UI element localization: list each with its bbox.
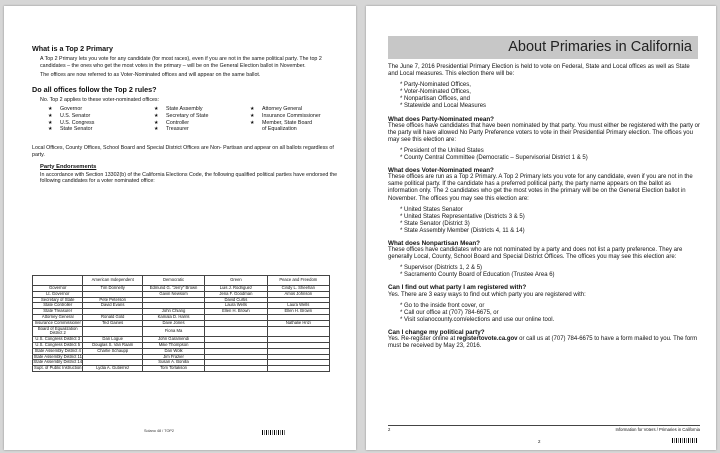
footer-page-number: 2 — [388, 427, 391, 432]
nonpartisan-heading: What does Nonpartisan Mean? — [388, 239, 481, 247]
party-endorsements-table — [32, 275, 330, 372]
office-cell: Board of Equalization District 2 — [33, 326, 83, 337]
list-item: * Voter-Nominated Offices, — [400, 89, 471, 96]
star-icon: ★ — [48, 106, 53, 113]
list-item: * Sacramento County Board of Education (Trustee Area 6) — [400, 272, 555, 279]
candidate-cell — [267, 326, 329, 337]
candidate-cell — [205, 326, 267, 337]
candidate-cell: David Evans — [83, 303, 142, 309]
list-item: ★ Treasurer — [154, 126, 189, 133]
candidate-cell: Douglas S. Van Raam — [83, 342, 142, 348]
list-item: * Go to the inside front cover, or — [400, 302, 485, 309]
star-icon: ★ — [250, 112, 255, 119]
change-party-paragraph: Yes. Re-register online at registertovote.ca.gov or call us at (707) 784-6675 to have a form mailed to you. The form must be received by May 23, 2016. — [388, 336, 698, 350]
party-nominated-heading: What does Party-Nominated mean? — [388, 115, 495, 123]
candidate-cell — [267, 366, 329, 372]
left-page — [4, 6, 356, 450]
list-item: ★ State Assembly — [154, 106, 203, 113]
page-number: 2 — [538, 439, 541, 444]
candidate-cell: Mike Thompson — [142, 342, 204, 348]
party-endorsements-body — [33, 286, 330, 372]
list-item: ★ Controller — [154, 119, 189, 126]
office-cell: State Assembly District 11 — [33, 353, 82, 359]
list-item: ★ Member, State Board — [250, 119, 313, 126]
list-item: ★ Governor — [48, 106, 83, 113]
office-cell: State Treasurer — [33, 309, 83, 315]
do-all-heading: Do all offices follow the Top 2 rules? — [32, 84, 157, 94]
voter-nominated-paragraph: These offices are run as a Top 2 Primary. A Top 2 Primary lets you vote for any candidate, even if you are not in the same political party. If the candidate has a preferred political party, the party name appears on the ballot as information only. The 2 candidates who get the most votes in the primary will be on the General Election ballot in November. The offices you may see this election are: — [388, 174, 693, 202]
register-link[interactable]: registertovote.ca.gov — [456, 336, 518, 342]
candidate-cell: Edmund G. "Jerry" Brown — [142, 286, 204, 292]
star-icon: ★ — [154, 126, 159, 133]
candidate-cell: Tim Donnelly — [83, 286, 142, 292]
nonpartisan-list — [400, 265, 700, 279]
candidate-cell: Ted Gaines — [83, 320, 142, 326]
candidate-cell: Luis J. Rodriguez — [205, 286, 267, 292]
intro-paragraph: The June 7, 2016 Presidential Primary Election is held to vote on Federal, State and Local offices as well as State and Local measures. This election there will be: — [388, 64, 690, 78]
left-page-content — [32, 44, 338, 188]
list-item: ★ Insurance Commissioner — [250, 112, 321, 119]
office-cell: Supt. of Public Instruction — [34, 365, 82, 371]
candidate-cell: Ronald Gold — [83, 314, 142, 320]
candidate-cell: Nathalie Hrizi — [267, 320, 329, 326]
voter-nominated-offices-list — [40, 106, 338, 140]
list-item: ★ U.S. Senator — [48, 112, 91, 119]
candidate-cell: David Curtis — [205, 297, 267, 303]
column-header: American Independent — [83, 276, 142, 286]
list-item: * State Assembly Member (Districts 4, 11 & 14) — [400, 227, 525, 234]
table-row — [33, 366, 330, 372]
list-item: * State Senator (District 3) — [400, 220, 470, 227]
list-item: ★ Secretary of State — [154, 112, 209, 119]
office-cell: U.S. Congress District 3 — [33, 337, 83, 343]
registered-paragraph: Yes. There are 3 easy ways to find out which party you are registered with: — [388, 291, 586, 298]
top2-paragraph-1: A Top 2 Primary lets you vote for any candidate (for most races), even if you are not in the same political party. The top 2 candidates – the ones who get the most votes in the primary – will be on the General Election ballot in November. — [40, 56, 322, 69]
list-item: * Call our office at (707) 784-6675, or — [400, 309, 499, 316]
office-cell: Insurance Commissioner — [33, 320, 83, 326]
star-icon: ★ — [250, 119, 255, 126]
list-item: * Party-Nominated Offices, — [400, 82, 471, 89]
party-nominated-list — [400, 148, 700, 162]
column-header: Green — [205, 276, 267, 286]
left-page-footer: Solano 48 / TOP2 — [144, 429, 175, 433]
list-item: * United States Representative (Districts 3 & 5) — [400, 213, 525, 220]
star-icon: ★ — [48, 119, 53, 126]
candidate-cell: Jena F. Goodman — [205, 291, 267, 297]
barcode — [672, 438, 698, 443]
top2-paragraph-2: The offices are now referred to as Voter-Nominated offices and will appear on the same ballot. — [40, 72, 261, 79]
candidate-cell: Fiona Ma — [142, 326, 204, 337]
candidate-cell: Ellen H. Brown — [267, 309, 329, 315]
office-cell: State Assembly District 4 — [33, 348, 83, 354]
intro-list — [400, 82, 700, 110]
column-header: Peace and Freedom — [267, 276, 329, 286]
list-item: ★ State Senator — [48, 126, 93, 133]
list-item: ★ Attorney General — [250, 106, 303, 113]
list-item: * President of the United States — [400, 147, 484, 154]
registered-list — [400, 303, 700, 324]
party-endorsements-heading: Party Endorsements — [40, 163, 97, 170]
candidate-cell: John Chiang — [142, 309, 204, 315]
nonpartisan-paragraph: These offices have candidates who are not nominated by a party and does not list a party preference. They are generally Local, County, School Board and Special District Offices. The offices you may see this election are: — [388, 247, 683, 261]
table-row — [33, 326, 330, 337]
do-all-paragraph: No. Top 2 applies to these voter-nominated offices: — [40, 96, 160, 103]
party-endorsements-intro: In accordance with Section 13302(b) of the California Elections Code, the following qualified political parties have endorsed the following candidates for a voter nominated office: — [40, 171, 338, 185]
list-item: * Statewide and Local Measures — [400, 103, 487, 110]
nonpartisan-note: Local Offices, County Offices, School Board and Special District Offices are Non- Partisan and appear on all ballots regardless of party. — [32, 145, 334, 158]
candidate-cell: Kamala D. Harris — [142, 314, 204, 320]
office-cell: State Assembly District 14 — [33, 359, 83, 365]
list-item: ★ U.S. Congress — [48, 119, 95, 126]
column-header: Democratic — [142, 276, 204, 286]
office-cell: Secretary of State — [33, 297, 83, 303]
star-icon: ★ — [154, 119, 159, 126]
candidate-cell: Laura Wells — [267, 303, 329, 309]
candidate-cell: Charlie Schaupp — [83, 348, 142, 354]
star-icon: ★ — [154, 106, 159, 113]
office-cell: Attorney General — [33, 314, 83, 320]
footer-title: Information for Voters / Primaries in California — [615, 427, 700, 432]
candidate-cell: Gavin Newsom — [142, 291, 204, 297]
party-nominated-paragraph: These offices have candidates that have been nominated by that party. You must either be registered with the party or the party will have allowed No Party Preference voters to vote in their Presidential Primary election. The offices you may see this election are: — [388, 122, 700, 143]
candidate-cell: Dan Wolk — [142, 348, 204, 354]
candidate-cell: Lydia A. Gutiérrez — [83, 366, 142, 372]
right-page-footer — [388, 425, 700, 432]
candidate-cell: Ellen H. Brown — [205, 309, 267, 315]
office-cell: Governor — [33, 286, 83, 292]
star-icon: ★ — [48, 112, 53, 119]
registered-heading: Can I find out what party I am registered with? — [388, 284, 527, 292]
right-page-content — [388, 64, 700, 354]
top2-heading: What is a Top 2 Primary — [32, 44, 113, 53]
candidate-cell: Tom Torlakson — [142, 366, 204, 372]
list-item: * Visit solanocounty.com/elections and use our online tool. — [400, 316, 555, 323]
candidate-cell: Susan A. Bonilla — [142, 360, 204, 366]
candidate-cell: Dan Logue — [83, 337, 142, 343]
list-item: of Equalization — [262, 126, 297, 133]
right-page — [366, 6, 716, 450]
voter-nominated-heading: What does Voter-Nominated mean? — [388, 167, 494, 175]
list-item: * United States Senator — [400, 206, 463, 213]
barcode — [262, 430, 286, 435]
candidate-cell: Dave Jones — [142, 320, 204, 326]
table-header-row — [33, 276, 330, 286]
candidate-cell: Jim Frazier — [142, 354, 204, 360]
candidate-cell: Amos Johnson — [267, 291, 329, 297]
list-item: * Nonpartisan Offices, and — [400, 96, 470, 103]
change-party-heading: Can I change my political party? — [388, 328, 485, 336]
offices-column-2 — [154, 106, 254, 132]
office-cell: U.S. Congress District 5 — [33, 342, 83, 348]
list-item: * Supervisor (Districts 1, 2 & 5) — [400, 265, 483, 272]
page-title: About Primaries in California — [388, 36, 698, 59]
offices-column-1 — [48, 106, 148, 132]
candidate-cell: Cindy L. Sheehan — [267, 286, 329, 292]
star-icon: ★ — [48, 126, 53, 133]
voter-nominated-list — [400, 207, 700, 235]
list-item: * County Central Committee (Democratic – Supervisorial District 1 & 5) — [400, 155, 588, 162]
star-icon: ★ — [250, 106, 255, 113]
office-cell: Lt. Governor — [33, 291, 83, 297]
candidate-cell: Laura Wells — [205, 303, 267, 309]
offices-column-3 — [250, 106, 350, 132]
candidate-cell — [205, 366, 267, 372]
candidate-cell — [83, 326, 142, 337]
candidate-cell: Pete Peterson — [83, 297, 142, 303]
office-cell: State Controller — [33, 303, 83, 309]
star-icon: ★ — [154, 112, 159, 119]
column-header — [33, 276, 83, 286]
candidate-cell: John Garamendi — [142, 337, 204, 343]
